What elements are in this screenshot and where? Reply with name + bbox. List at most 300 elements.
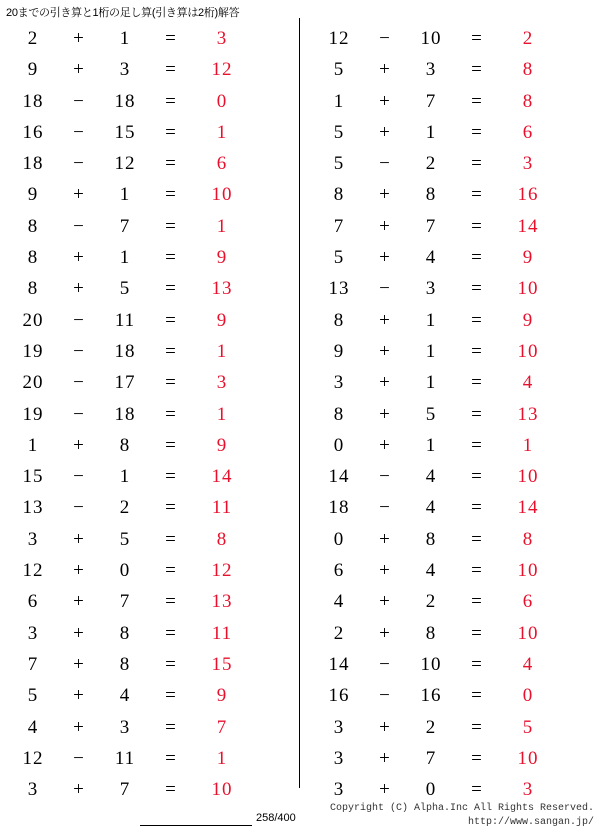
equals-symbol: = [471, 184, 483, 206]
answer-value: 11 [211, 622, 233, 644]
operand-1: 8 [27, 215, 39, 237]
problem-row [316, 591, 600, 622]
problem-row [10, 560, 300, 591]
operand-2: 4 [425, 560, 437, 582]
page-title: 20までの引き算と1桁の足し算(引き算は2桁)解答 [6, 7, 240, 19]
operand-1: 9 [27, 59, 39, 81]
operand-2: 8 [425, 622, 437, 644]
operand-2: 15 [114, 121, 136, 143]
operand-2: 2 [425, 716, 437, 738]
operand-1: 3 [333, 372, 345, 394]
operand-2: 18 [114, 90, 136, 112]
equals-symbol: = [165, 528, 177, 550]
operand-2: 4 [425, 497, 437, 519]
problem-row [316, 28, 600, 59]
operator-symbol: + [379, 779, 391, 801]
operand-1: 18 [22, 153, 44, 175]
equals-symbol: = [165, 685, 177, 707]
operand-2: 1 [119, 466, 131, 488]
operator-symbol: − [379, 653, 391, 675]
operand-2: 7 [119, 215, 131, 237]
equals-symbol: = [165, 184, 177, 206]
operator-symbol: + [379, 247, 391, 269]
problem-row [10, 341, 300, 372]
operand-1: 7 [333, 215, 345, 237]
operand-2: 3 [119, 716, 131, 738]
footer-rule [140, 825, 252, 826]
problem-row [316, 717, 600, 748]
problem-row [316, 91, 600, 122]
operand-2: 12 [114, 153, 136, 175]
answer-value: 1 [216, 340, 228, 362]
problem-row [10, 184, 300, 215]
problem-row [10, 122, 300, 153]
operand-1: 6 [333, 560, 345, 582]
equals-symbol: = [165, 215, 177, 237]
operator-symbol: + [379, 59, 391, 81]
equals-symbol: = [471, 372, 483, 394]
answer-value: 6 [522, 121, 534, 143]
problem-row [316, 59, 600, 90]
operand-1: 19 [22, 340, 44, 362]
operand-1: 5 [333, 59, 345, 81]
equals-symbol: = [165, 372, 177, 394]
operand-1: 3 [27, 779, 39, 801]
operator-symbol: − [379, 278, 391, 300]
equals-symbol: = [471, 653, 483, 675]
equals-symbol: = [471, 466, 483, 488]
right-column [300, 28, 600, 810]
site-url: http://www.sangan.jp/ [467, 817, 594, 828]
problem-row [316, 560, 600, 591]
equals-symbol: = [471, 278, 483, 300]
operator-symbol: + [73, 685, 85, 707]
operand-2: 5 [119, 528, 131, 550]
answer-value: 1 [216, 215, 228, 237]
problem-row [10, 278, 300, 309]
operand-1: 6 [27, 591, 39, 613]
operand-1: 3 [27, 622, 39, 644]
answer-value: 8 [522, 59, 534, 81]
equals-symbol: = [471, 121, 483, 143]
answer-value: 8 [522, 528, 534, 550]
operator-symbol: + [73, 779, 85, 801]
operand-1: 15 [22, 466, 44, 488]
answer-value: 9 [216, 434, 228, 456]
operator-symbol: + [379, 340, 391, 362]
operator-symbol: + [73, 278, 85, 300]
operand-2: 8 [119, 622, 131, 644]
answer-value: 13 [211, 591, 233, 613]
equals-symbol: = [471, 497, 483, 519]
operand-2: 7 [425, 215, 437, 237]
operand-1: 16 [22, 121, 44, 143]
operator-symbol: + [379, 121, 391, 143]
problem-row [316, 497, 600, 528]
answer-value: 13 [211, 278, 233, 300]
operand-2: 1 [119, 247, 131, 269]
problem-columns [0, 28, 600, 810]
problem-row [316, 654, 600, 685]
operand-2: 2 [425, 591, 437, 613]
operand-1: 1 [27, 434, 39, 456]
operator-symbol: + [73, 434, 85, 456]
operand-2: 3 [425, 59, 437, 81]
operand-1: 2 [333, 622, 345, 644]
operand-1: 3 [333, 779, 345, 801]
problem-row [10, 59, 300, 90]
equals-symbol: = [471, 434, 483, 456]
problem-row [10, 685, 300, 716]
operand-2: 1 [425, 340, 437, 362]
operator-symbol: + [379, 434, 391, 456]
operand-2: 11 [114, 747, 136, 769]
operator-symbol: − [73, 215, 85, 237]
page-number: 258/400 [256, 812, 296, 824]
answer-value: 9 [522, 247, 534, 269]
answer-value: 15 [211, 653, 233, 675]
operand-2: 18 [114, 403, 136, 425]
equals-symbol: = [471, 560, 483, 582]
operand-2: 0 [119, 560, 131, 582]
operator-symbol: − [73, 372, 85, 394]
operand-1: 13 [328, 278, 350, 300]
answer-value: 9 [216, 685, 228, 707]
operand-1: 8 [333, 309, 345, 331]
operator-symbol: − [73, 497, 85, 519]
operator-symbol: + [73, 247, 85, 269]
problem-row [316, 247, 600, 278]
answer-value: 14 [211, 466, 233, 488]
answer-value: 1 [216, 403, 228, 425]
operand-2: 3 [119, 59, 131, 81]
problem-row [10, 748, 300, 779]
problem-row [10, 404, 300, 435]
problem-row [316, 153, 600, 184]
answer-value: 3 [216, 28, 228, 49]
operand-2: 18 [114, 340, 136, 362]
operand-1: 3 [333, 716, 345, 738]
operand-2: 4 [425, 466, 437, 488]
answer-value: 10 [517, 622, 539, 644]
problem-row [316, 278, 600, 309]
operand-1: 19 [22, 403, 44, 425]
problem-row [10, 435, 300, 466]
operator-symbol: + [379, 716, 391, 738]
problem-row [316, 372, 600, 403]
equals-symbol: = [471, 309, 483, 331]
answer-value: 6 [522, 591, 534, 613]
answer-value: 14 [517, 215, 539, 237]
operator-symbol: + [73, 528, 85, 550]
operand-2: 3 [425, 278, 437, 300]
operator-symbol: − [379, 685, 391, 707]
copyright-text: Copyright (C) Alpha.Inc All Rights Reserved. [329, 803, 594, 814]
answer-value: 0 [522, 685, 534, 707]
operand-1: 16 [328, 685, 350, 707]
operator-symbol: − [379, 153, 391, 175]
operator-symbol: + [73, 28, 85, 49]
operand-1: 5 [333, 247, 345, 269]
equals-symbol: = [165, 560, 177, 582]
equals-symbol: = [165, 403, 177, 425]
answer-value: 1 [216, 747, 228, 769]
equals-symbol: = [165, 309, 177, 331]
operand-2: 11 [114, 309, 136, 331]
operator-symbol: − [379, 497, 391, 519]
answer-value: 13 [517, 403, 539, 425]
answer-value: 3 [522, 779, 534, 801]
problem-row [316, 184, 600, 215]
operand-2: 7 [425, 747, 437, 769]
operand-1: 2 [27, 28, 39, 49]
equals-symbol: = [165, 747, 177, 769]
problem-row [10, 466, 300, 497]
operator-symbol: + [379, 560, 391, 582]
problem-row [10, 372, 300, 403]
operand-2: 4 [425, 247, 437, 269]
operator-symbol: + [73, 716, 85, 738]
equals-symbol: = [165, 779, 177, 801]
equals-symbol: = [165, 340, 177, 362]
operand-2: 1 [425, 434, 437, 456]
operand-1: 18 [22, 90, 44, 112]
equals-symbol: = [165, 59, 177, 81]
equals-symbol: = [471, 28, 483, 49]
operator-symbol: − [73, 403, 85, 425]
answer-value: 5 [522, 716, 534, 738]
equals-symbol: = [165, 247, 177, 269]
problem-row [10, 247, 300, 278]
answer-value: 10 [517, 340, 539, 362]
operand-2: 8 [119, 434, 131, 456]
operand-2: 1 [425, 121, 437, 143]
operand-2: 7 [119, 591, 131, 613]
operand-2: 8 [425, 184, 437, 206]
equals-symbol: = [165, 153, 177, 175]
operator-symbol: + [73, 591, 85, 613]
problem-row [316, 341, 600, 372]
operand-2: 7 [425, 90, 437, 112]
operator-symbol: + [379, 184, 391, 206]
problem-row [316, 216, 600, 247]
operand-1: 8 [333, 403, 345, 425]
equals-symbol: = [165, 90, 177, 112]
operand-2: 10 [420, 653, 442, 675]
operand-1: 14 [328, 653, 350, 675]
operand-1: 8 [27, 247, 39, 269]
operand-2: 10 [420, 28, 442, 49]
operator-symbol: + [379, 90, 391, 112]
operand-2: 8 [119, 653, 131, 675]
answer-value: 10 [211, 779, 233, 801]
equals-symbol: = [471, 779, 483, 801]
answer-value: 8 [216, 528, 228, 550]
operand-1: 0 [333, 434, 345, 456]
equals-symbol: = [471, 528, 483, 550]
operand-1: 12 [328, 28, 350, 49]
operator-symbol: + [73, 560, 85, 582]
operator-symbol: − [73, 466, 85, 488]
answer-value: 3 [522, 153, 534, 175]
operand-2: 0 [425, 779, 437, 801]
operand-1: 5 [27, 685, 39, 707]
operand-2: 1 [119, 184, 131, 206]
answer-value: 10 [517, 747, 539, 769]
equals-symbol: = [165, 466, 177, 488]
equals-symbol: = [165, 497, 177, 519]
operator-symbol: − [73, 747, 85, 769]
operand-1: 20 [22, 372, 44, 394]
operator-symbol: + [379, 622, 391, 644]
operand-2: 2 [425, 153, 437, 175]
answer-value: 2 [522, 28, 534, 49]
operand-2: 4 [119, 685, 131, 707]
equals-symbol: = [471, 90, 483, 112]
answer-value: 4 [522, 372, 534, 394]
problem-row [10, 497, 300, 528]
problem-row [316, 466, 600, 497]
problem-row [316, 623, 600, 654]
operator-symbol: − [73, 309, 85, 331]
problem-row [316, 748, 600, 779]
operand-1: 9 [333, 340, 345, 362]
operand-1: 1 [333, 90, 345, 112]
equals-symbol: = [471, 59, 483, 81]
operator-symbol: + [73, 59, 85, 81]
operand-1: 3 [27, 528, 39, 550]
operand-2: 17 [114, 372, 136, 394]
problem-row [10, 216, 300, 247]
equals-symbol: = [165, 28, 177, 49]
answer-value: 14 [517, 497, 539, 519]
operator-symbol: + [379, 591, 391, 613]
problem-row [10, 153, 300, 184]
equals-symbol: = [471, 622, 483, 644]
operand-1: 9 [27, 184, 39, 206]
answer-value: 4 [522, 653, 534, 675]
operand-1: 7 [27, 653, 39, 675]
operand-2: 1 [425, 372, 437, 394]
answer-value: 11 [211, 497, 233, 519]
problem-row [316, 122, 600, 153]
operator-symbol: + [379, 747, 391, 769]
answer-value: 3 [216, 372, 228, 394]
operand-1: 13 [22, 497, 44, 519]
operator-symbol: − [379, 28, 391, 49]
operand-2: 16 [420, 685, 442, 707]
operand-2: 7 [119, 779, 131, 801]
answer-value: 16 [517, 184, 539, 206]
problem-row [10, 591, 300, 622]
answer-value: 8 [522, 90, 534, 112]
operator-symbol: + [379, 403, 391, 425]
answer-value: 10 [517, 560, 539, 582]
equals-symbol: = [165, 278, 177, 300]
answer-value: 7 [216, 716, 228, 738]
problem-row [10, 623, 300, 654]
operand-1: 0 [333, 528, 345, 550]
operator-symbol: + [73, 184, 85, 206]
operator-symbol: + [73, 653, 85, 675]
equals-symbol: = [165, 716, 177, 738]
operator-symbol: + [379, 309, 391, 331]
operator-symbol: − [73, 90, 85, 112]
problem-row [10, 91, 300, 122]
equals-symbol: = [165, 121, 177, 143]
operand-2: 1 [425, 309, 437, 331]
equals-symbol: = [471, 215, 483, 237]
problem-row [10, 28, 300, 59]
answer-value: 1 [216, 121, 228, 143]
operator-symbol: + [379, 528, 391, 550]
equals-symbol: = [471, 716, 483, 738]
equals-symbol: = [471, 340, 483, 362]
problem-row [10, 310, 300, 341]
answer-value: 10 [517, 466, 539, 488]
equals-symbol: = [165, 653, 177, 675]
operand-1: 12 [22, 560, 44, 582]
problem-row [316, 404, 600, 435]
equals-symbol: = [471, 685, 483, 707]
operator-symbol: − [379, 466, 391, 488]
operand-1: 8 [27, 278, 39, 300]
answer-value: 10 [517, 278, 539, 300]
answer-value: 9 [216, 309, 228, 331]
operand-2: 2 [119, 497, 131, 519]
operand-1: 12 [22, 747, 44, 769]
operator-symbol: + [73, 622, 85, 644]
answer-value: 0 [216, 90, 228, 112]
operand-2: 5 [425, 403, 437, 425]
answer-value: 10 [211, 184, 233, 206]
problem-row [10, 654, 300, 685]
answer-value: 12 [211, 560, 233, 582]
answer-value: 1 [522, 434, 534, 456]
problem-row [316, 685, 600, 716]
equals-symbol: = [165, 591, 177, 613]
operator-symbol: − [73, 153, 85, 175]
operand-1: 4 [333, 591, 345, 613]
operator-symbol: + [379, 215, 391, 237]
answer-value: 9 [216, 247, 228, 269]
problem-row [316, 435, 600, 466]
equals-symbol: = [471, 747, 483, 769]
answer-value: 9 [522, 309, 534, 331]
equals-symbol: = [165, 434, 177, 456]
equals-symbol: = [165, 622, 177, 644]
operator-symbol: − [73, 121, 85, 143]
operand-2: 5 [119, 278, 131, 300]
problem-row [10, 529, 300, 560]
operand-1: 8 [333, 184, 345, 206]
problem-row [10, 779, 300, 810]
operand-1: 5 [333, 121, 345, 143]
problem-row [316, 310, 600, 341]
operand-2: 1 [119, 28, 131, 49]
operator-symbol: − [73, 340, 85, 362]
operand-1: 20 [22, 309, 44, 331]
operand-1: 14 [328, 466, 350, 488]
operand-2: 8 [425, 528, 437, 550]
operand-1: 3 [333, 747, 345, 769]
equals-symbol: = [471, 247, 483, 269]
equals-symbol: = [471, 591, 483, 613]
problem-row [10, 717, 300, 748]
equals-symbol: = [471, 153, 483, 175]
answer-value: 6 [216, 153, 228, 175]
operand-1: 4 [27, 716, 39, 738]
